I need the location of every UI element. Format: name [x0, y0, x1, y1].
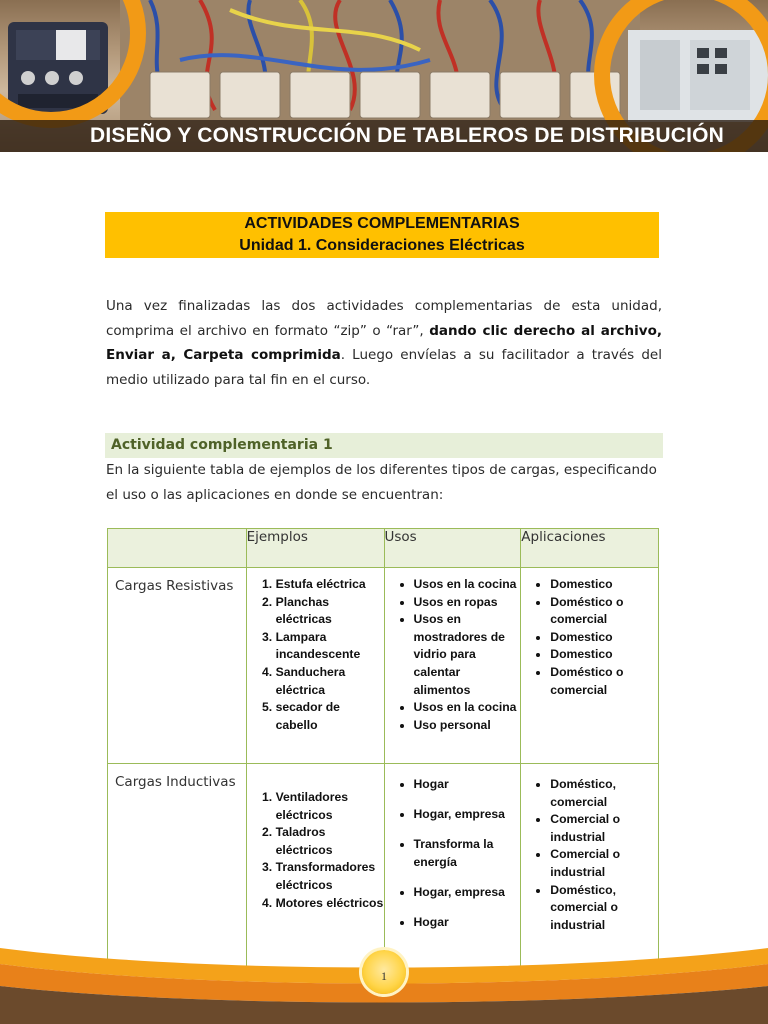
row-label-resistivas: Cargas Resistivas: [108, 568, 247, 764]
list-item: • Uso personal: [414, 717, 521, 735]
list-item: 1. Ventiladores eléctricos: [276, 789, 384, 824]
list-item: • Hogar: [414, 914, 521, 932]
usos-list: [385, 776, 521, 932]
list-item: 2. Planchas eléctricas: [276, 594, 384, 629]
intro-bold-text: dando clic derecho al archivo, Enviar a, Carpeta comprimida: [106, 322, 662, 363]
heading-line-2: Unidad 1. Consideraciones Eléctricas: [239, 237, 525, 254]
list-item: 3. Lampara incandescente: [276, 629, 384, 664]
intro-text-2: . Luego envíelas a su facilitador a través del medio utilizado para tal fin en el curso.: [106, 347, 662, 388]
table-header-row: [108, 529, 659, 568]
banner-title-band: [0, 120, 768, 152]
aplicaciones-cell: [521, 764, 659, 970]
ejemplos-cell: [246, 568, 384, 764]
list-item: 3. Transformadores eléctricos: [276, 859, 384, 894]
row-label-inductivas: Cargas Inductivas: [108, 764, 247, 970]
header-cell-ejemplos: Ejemplos: [246, 529, 384, 568]
list-item: • Domestico: [550, 576, 658, 594]
ejemplos-list: [247, 789, 384, 912]
page-number: 1: [362, 950, 406, 994]
ejemplos-list: [247, 576, 384, 734]
list-item: 1. Estufa eléctrica: [276, 576, 384, 594]
list-item: • Usos en ropas: [414, 594, 521, 612]
document-title: DISEÑO Y CONSTRUCCIÓN DE TABLEROS DE DISTRIBUCIÓN: [90, 124, 725, 147]
table-row: [108, 568, 659, 764]
list-item: • Doméstico o comercial: [550, 664, 658, 699]
header-cell-usos: Usos: [384, 529, 521, 568]
section-heading: [105, 212, 659, 258]
list-item: 5. secador de cabello: [276, 699, 384, 734]
list-item: • Domestico: [550, 629, 658, 647]
list-item: • Domestico: [550, 646, 658, 664]
list-item: • Hogar: [414, 776, 521, 794]
usos-list: [385, 576, 521, 734]
list-item: • Doméstico, comercial o industrial: [550, 882, 658, 935]
list-item: • Usos en la cocina: [414, 576, 521, 594]
aplicaciones-list: [521, 776, 658, 934]
list-item: 4. Motores eléctricos: [276, 895, 384, 913]
list-item: • Comercial o industrial: [550, 811, 658, 846]
aplicaciones-list: [521, 576, 658, 699]
activity-instructions: En la siguiente tabla de ejemplos de los diferentes tipos de cargas, especificando el uso o las aplicaciones en donde se encuentran:: [106, 462, 657, 503]
list-item: • Comercial o industrial: [550, 846, 658, 881]
list-item: 2. Taladros eléctricos: [276, 824, 384, 859]
list-item: • Usos en mostradores de vidrio para calentar alimentos: [414, 611, 521, 699]
list-item: • Doméstico, comercial: [550, 776, 658, 811]
intro-text-1: Una vez finalizadas las dos actividades complementarias de esta unidad, comprima el archivo en formato “zip” o “rar”,: [106, 298, 662, 339]
list-item: • Usos en la cocina: [414, 699, 521, 717]
usos-cell: [384, 568, 521, 764]
activity-title: Actividad complementaria 1: [105, 433, 663, 458]
table-row: [108, 764, 659, 970]
header-cell-empty: [108, 529, 247, 568]
ejemplos-cell: [246, 764, 384, 970]
list-item: 4. Sanduchera eléctrica: [276, 664, 384, 699]
loads-table: [107, 528, 659, 970]
list-item: • Hogar, empresa: [414, 806, 521, 824]
list-item: • Hogar, empresa: [414, 884, 521, 902]
header-cell-aplicaciones: Aplicaciones: [521, 529, 659, 568]
aplicaciones-cell: [521, 568, 659, 764]
heading-line-1: ACTIVIDADES COMPLEMENTARIAS: [244, 215, 520, 232]
intro-paragraph: [106, 294, 662, 392]
usos-cell: [384, 764, 521, 970]
list-item: • Doméstico o comercial: [550, 594, 658, 629]
list-item: • Transforma la energía: [414, 836, 521, 871]
header-banner: [0, 0, 768, 152]
